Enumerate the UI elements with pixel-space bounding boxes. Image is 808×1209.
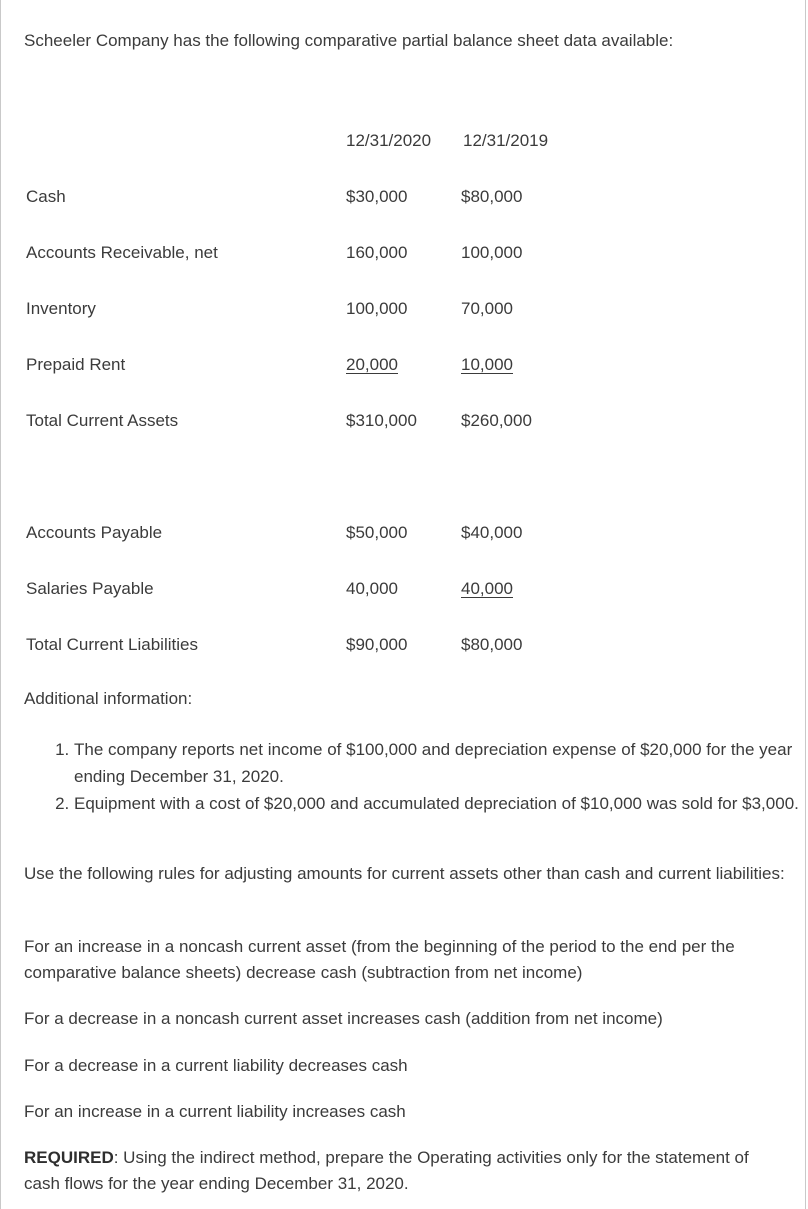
value-2020: 160,000 (346, 243, 408, 262)
rule-paragraph: For a decrease in a noncash current asset increases cash (addition from net income) (24, 1009, 663, 1028)
required-label: REQUIRED (24, 1148, 114, 1167)
value-2019: 10,000 (461, 355, 513, 374)
value-2019: $80,000 (461, 187, 523, 206)
value-2020: 40,000 (346, 579, 398, 598)
row-label: Total Current Liabilities (26, 635, 198, 654)
value-2019: 100,000 (461, 243, 523, 262)
value-2020: 100,000 (346, 299, 408, 318)
rules-intro: Use the following rules for adjusting amounts for current assets other than cash and current liabilities: (24, 864, 785, 883)
rule-paragraph: For a decrease in a current liability decreases cash (24, 1056, 408, 1075)
intro-text: Scheeler Company has the following comparative partial balance sheet data available: (24, 31, 674, 50)
row-label: Accounts Receivable, net (26, 243, 218, 262)
value-2020: $90,000 (346, 635, 408, 654)
required-text: : Using the indirect method, prepare the Operating activities only for the statement of cash flows for the year ending December 31, 2020. (24, 1148, 749, 1193)
value-2020: $30,000 (346, 187, 408, 206)
required-paragraph (24, 1145, 786, 1197)
row-label: Total Current Assets (26, 411, 179, 430)
value-2019: 70,000 (461, 299, 513, 318)
row-label: Inventory (26, 299, 96, 318)
value-2019: $40,000 (461, 523, 523, 542)
value-2019: 40,000 (461, 579, 513, 598)
column-header-2019: 12/31/2019 (463, 131, 549, 150)
additional-info-list (24, 736, 808, 817)
row-label: Accounts Payable (26, 523, 163, 542)
value-2020: $50,000 (346, 523, 408, 542)
value-2019: $260,000 (461, 411, 532, 430)
value-2019: $80,000 (461, 635, 523, 654)
row-label: Prepaid Rent (26, 355, 126, 374)
value-2020: 20,000 (346, 355, 398, 374)
list-item: 2. Equipment with a cost of $20,000 and accumulated depreciation of $10,000 was sold for $3,000. (74, 790, 808, 817)
list-item: 1. The company reports net income of $100,000 and depreciation expense of $20,000 for the year ending December 31, 2020. (74, 736, 808, 790)
row-label: Salaries Payable (26, 579, 154, 598)
rule-paragraph: For an increase in a noncash current asset (from the beginning of the period to the end per the comparative balance sheets) decrease cash (subtraction from net income) (24, 937, 735, 982)
additional-heading: Additional information: (24, 689, 193, 708)
value-2020: $310,000 (346, 411, 417, 430)
row-label: Cash (26, 187, 66, 206)
rule-paragraph: For an increase in a current liability increases cash (24, 1102, 406, 1121)
column-header-2020: 12/31/2020 (346, 131, 432, 150)
